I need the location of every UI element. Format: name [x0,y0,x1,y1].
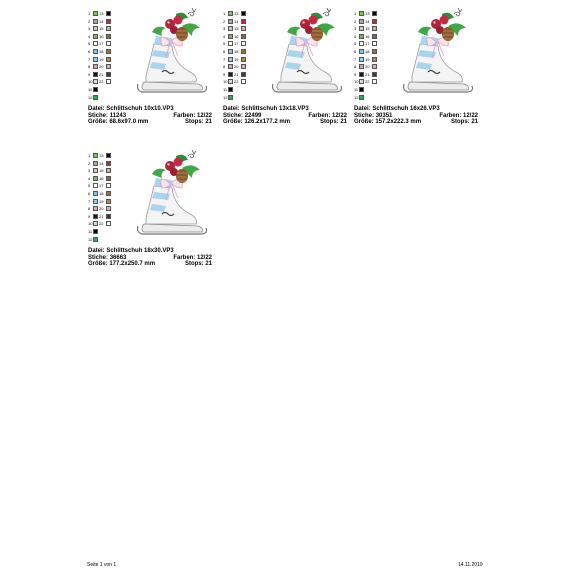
color-swatch [372,64,377,69]
swatch-number: 12 [223,94,228,100]
color-swatch [228,26,233,31]
color-swatch [93,72,98,77]
swatch-number: 3 [88,168,91,174]
swatch-number: 19 [99,56,104,62]
swatch-number: 18 [365,49,370,54]
swatch-number: 12 [354,94,359,100]
swatch-number: 20 [99,64,104,70]
color-swatch [228,87,233,92]
color-swatch [372,57,377,62]
swatch-row [223,94,253,101]
color-swatch [359,57,364,62]
swatch-row [88,48,118,55]
color-swatch [372,49,377,54]
color-swatch [93,161,98,166]
file-name: Schlittschuh 10x10.VP3 [106,106,174,112]
swatch-row [88,10,118,17]
swatch-number: 5 [354,41,357,47]
swatch-row [354,40,384,47]
size-label: Größe: [88,119,108,125]
skate-design-preview [267,6,345,102]
swatch-number: 22 [99,221,104,227]
swatch-row [88,190,118,197]
swatch-number: 1 [223,11,226,16]
swatch-row [223,25,253,32]
swatch-row [223,40,253,47]
color-swatch [228,57,233,62]
color-swatch [372,11,377,16]
color-swatch [228,95,233,100]
swatch-number: 20 [365,64,370,70]
swatch-row [354,48,384,55]
color-swatch [106,11,111,16]
swatch-number: 17 [99,183,104,189]
color-swatch [359,72,364,77]
swatch-number: 7 [223,56,226,62]
color-swatch [106,41,111,46]
swatch-number: 14 [99,18,104,24]
swatch-row [354,63,384,70]
colors-value: Farben: 12/22 [173,112,212,119]
swatch-number: 5 [88,41,91,47]
swatch-number: 14 [365,18,370,24]
color-swatch [359,95,364,100]
swatch-number: 3 [354,26,357,32]
size-value: 68.6x97.0 mm [109,119,149,125]
color-swatch [106,79,111,84]
color-swatch [93,229,98,234]
color-swatch [106,206,111,211]
swatch-number: 1 [88,153,91,158]
color-swatch [228,41,233,46]
design-card [88,10,210,128]
stitch-count: 30351 [375,112,393,119]
colors-value: Farben: 12/22 [439,112,478,119]
swatch-number: 11 [88,87,93,92]
swatch-number: 14 [234,18,239,24]
skate-design-preview [398,6,476,102]
color-swatch [106,72,111,77]
swatch-number: 19 [234,56,239,62]
color-swatch [359,34,364,39]
color-swatch [359,49,364,54]
swatch-number: 16 [234,33,239,39]
color-swatch [93,41,98,46]
swatch-number: 16 [99,175,104,181]
color-swatch [372,26,377,31]
swatch-number: 7 [354,56,357,62]
stitch-count: 11243 [109,112,127,119]
swatch-number: 19 [365,56,370,62]
file-name: Schlittschuh 16x26.VP3 [372,106,440,112]
color-swatch [93,26,98,31]
file-label: Datei: [354,106,371,112]
swatch-number: 4 [354,33,357,39]
swatch-number: 8 [88,206,91,212]
swatch-number: 10 [223,79,228,85]
swatch-number: 2 [354,18,357,24]
swatch-number: 15 [99,168,104,174]
swatch-number: 11 [223,87,228,92]
color-swatch [228,72,233,77]
color-swatch [241,72,246,77]
swatch-row [223,56,253,63]
swatch-row [354,71,384,78]
color-swatch [228,34,233,39]
swatch-number: 22 [234,79,239,85]
swatch-number: 6 [88,191,91,196]
swatch-number: 6 [88,49,91,54]
swatch-row [88,63,118,70]
swatch-row [223,63,253,70]
swatch-number: 6 [354,49,357,54]
color-swatch [228,79,233,84]
swatch-row [88,40,118,47]
swatch-number: 13 [99,153,104,158]
color-swatch [93,79,98,84]
stitch-label: Stiche: [223,112,244,119]
swatch-number: 8 [223,64,226,70]
skate-design-preview [132,6,210,102]
color-swatch [106,153,111,158]
file-name: Schlittschuh 18x30.VP3 [106,248,174,254]
swatch-row [223,71,253,78]
swatch-row [223,10,253,17]
colors-value: Farben: 12/22 [173,254,212,261]
swatch-number: 18 [99,191,104,196]
color-swatch [372,41,377,46]
design-info [223,106,347,126]
swatch-row [223,78,253,85]
color-swatch [106,183,111,188]
color-swatch [241,57,246,62]
file-label: Datei: [223,106,240,112]
color-swatch [93,57,98,62]
design-info [88,248,212,268]
swatch-row [88,236,118,243]
swatch-number: 5 [88,183,91,189]
swatch-row [88,152,118,159]
swatch-number: 12 [88,236,93,242]
swatch-number: 15 [99,26,104,32]
color-swatch [372,19,377,24]
color-swatch [359,26,364,31]
stitch-label: Stiche: [88,112,109,119]
stitch-count: 36663 [109,254,127,261]
swatch-row [223,18,253,25]
swatch-row [354,78,384,85]
swatch-row [354,56,384,63]
swatch-number: 11 [88,229,93,234]
swatch-number: 8 [88,64,91,70]
color-swatch [372,72,377,77]
swatch-row [223,33,253,40]
size-value: 126.2x177.2 mm [244,119,291,125]
swatch-number: 4 [88,175,91,181]
color-swatch [93,206,98,211]
color-swatch [93,34,98,39]
color-swatch [228,64,233,69]
file-label: Datei: [88,106,105,112]
swatch-number: 11 [354,87,359,92]
swatch-number: 13 [99,11,104,16]
color-swatch [241,34,246,39]
size-line [88,119,212,126]
stops-value: Stops: 21 [450,119,478,125]
color-swatch [93,168,98,173]
swatch-number: 22 [99,79,104,85]
swatch-number: 2 [223,18,226,24]
color-swatch [359,64,364,69]
page-number: Seite 1 von 1 [87,562,117,568]
color-swatch [106,161,111,166]
swatch-row [88,33,118,40]
swatch-number: 10 [354,79,359,85]
colors-value: Farben: 12/22 [308,112,347,119]
stitch-label: Stiche: [354,112,375,119]
color-swatch [106,168,111,173]
swatch-number: 10 [88,79,93,85]
color-swatch [106,191,111,196]
color-swatch [93,87,98,92]
swatch-row [223,86,253,93]
swatch-number: 21 [365,71,370,77]
swatch-row [88,18,118,25]
swatch-row [354,86,384,93]
color-swatch [93,95,98,100]
swatch-number: 21 [99,213,104,219]
design-card [354,10,476,128]
file-name: Schlittschuh 13x18.VP3 [241,106,309,112]
color-swatch [106,64,111,69]
size-label: Größe: [88,261,108,267]
stops-value: Stops: 21 [184,119,212,125]
stops-value: Stops: 21 [319,119,347,125]
color-swatch [241,26,246,31]
swatch-row [88,94,118,101]
swatch-row [88,86,118,93]
color-swatch [93,153,98,158]
swatch-row [223,48,253,55]
swatch-number: 18 [234,49,239,54]
color-swatch [241,41,246,46]
color-swatch [241,79,246,84]
color-swatch [106,199,111,204]
swatch-number: 13 [234,11,239,16]
color-swatch [359,41,364,46]
swatch-number: 3 [88,26,91,32]
swatch-number: 5 [223,41,226,47]
color-swatch [106,26,111,31]
stitch-count: 22499 [244,112,262,119]
swatch-number: 15 [365,26,370,32]
swatch-number: 7 [88,198,91,204]
color-swatch [93,214,98,219]
swatch-number: 17 [99,41,104,47]
swatch-number: 4 [88,33,91,39]
swatch-number: 1 [88,11,91,16]
swatch-number: 4 [223,33,226,39]
swatch-number: 9 [88,213,91,219]
color-swatch [93,191,98,196]
swatch-number: 21 [234,71,239,77]
swatch-row [88,182,118,189]
swatch-number: 20 [99,206,104,212]
size-label: Größe: [354,119,374,125]
swatch-number: 22 [365,79,370,85]
size-line [88,261,212,268]
color-swatch [106,214,111,219]
color-swatch [359,11,364,16]
swatch-row [88,78,118,85]
swatch-row [88,198,118,205]
color-swatch [93,183,98,188]
swatch-row [88,56,118,63]
swatch-number: 14 [99,160,104,166]
color-swatch [372,34,377,39]
swatch-row [354,33,384,40]
color-swatch [359,19,364,24]
color-swatch [241,11,246,16]
design-info [88,106,212,126]
color-swatch [93,221,98,226]
color-swatch [106,221,111,226]
color-swatch [93,64,98,69]
swatch-number: 2 [88,18,91,24]
color-swatch [93,237,98,242]
swatch-number: 18 [99,49,104,54]
color-swatch [106,34,111,39]
swatch-row [88,160,118,167]
color-swatch [228,11,233,16]
color-swatch [93,199,98,204]
color-swatch [93,19,98,24]
color-swatch [106,49,111,54]
swatch-number: 8 [354,64,357,70]
design-info [354,106,478,126]
swatch-row [88,228,118,235]
swatch-number: 21 [99,71,104,77]
swatch-row [88,213,118,220]
skate-design-preview [132,148,210,244]
stops-value: Stops: 21 [184,261,212,267]
color-swatch [93,176,98,181]
size-value: 177.2x250.7 mm [109,261,156,267]
color-swatch [241,19,246,24]
color-swatch [372,79,377,84]
swatch-number: 13 [365,11,370,16]
swatch-row [354,94,384,101]
swatch-number: 16 [99,33,104,39]
swatch-number: 7 [88,56,91,62]
swatch-number: 17 [365,41,370,47]
swatch-number: 6 [223,49,226,54]
swatch-number: 17 [234,41,239,47]
color-swatch [359,87,364,92]
file-label: Datei: [88,248,105,254]
swatch-number: 1 [354,11,357,16]
color-swatch [106,57,111,62]
design-card [223,10,345,128]
swatch-number: 16 [365,33,370,39]
swatch-row [354,10,384,17]
swatch-row [88,205,118,212]
swatch-number: 9 [223,71,226,77]
swatch-row [88,25,118,32]
swatch-number: 20 [234,64,239,70]
color-swatch [93,11,98,16]
swatch-row [88,220,118,227]
color-swatch [359,79,364,84]
color-swatch [106,19,111,24]
swatch-row [354,25,384,32]
color-swatch [241,49,246,54]
print-date: 14.11.2019 [458,562,483,568]
swatch-row [88,71,118,78]
size-value: 157.2x222.3 mm [375,119,422,125]
color-swatch [93,49,98,54]
size-line [354,119,478,126]
color-swatch [106,176,111,181]
design-card [88,152,210,270]
swatch-row [354,18,384,25]
color-swatch [228,49,233,54]
swatch-number: 2 [88,160,91,166]
size-line [223,119,347,126]
swatch-row [88,167,118,174]
color-swatch [228,19,233,24]
swatch-number: 10 [88,221,93,227]
swatch-number: 3 [223,26,226,32]
swatch-number: 19 [99,198,104,204]
swatch-number: 12 [88,94,93,100]
swatch-number: 15 [234,26,239,32]
swatch-number: 9 [88,71,91,77]
stitch-label: Stiche: [88,254,109,261]
swatch-row [88,175,118,182]
color-swatch [241,64,246,69]
swatch-number: 9 [354,71,357,77]
size-label: Größe: [223,119,243,125]
